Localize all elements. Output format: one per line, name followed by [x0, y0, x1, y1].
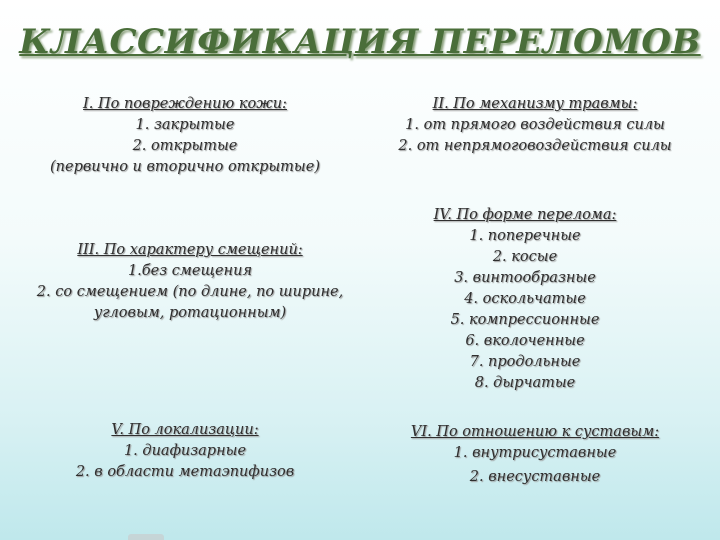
- section-heading: IV. По форме перелома:: [433, 207, 617, 223]
- list-item: 1. диафизарные: [123, 443, 247, 459]
- list-item: 2. косые: [492, 249, 558, 265]
- slide-title: КЛАССИФИКАЦИЯ ПЕРЕЛОМОВ: [19, 22, 701, 62]
- section-localization: [20, 420, 350, 483]
- list-item: 8. дырчатые: [474, 375, 576, 391]
- list-item: 2. от непрямоговоздействия силы: [398, 138, 672, 154]
- section-fracture-shape: [370, 205, 680, 394]
- list-item: 2. со смещением (по длине, по ширине,: [36, 284, 344, 300]
- list-item: 2. внесуставные: [469, 469, 601, 485]
- list-item: 1.без смещения: [127, 263, 253, 279]
- list-item: 6. вколоченные: [465, 333, 585, 349]
- list-item: 1. от прямого воздействия силы: [405, 117, 665, 133]
- section-heading: VI. По отношению к суставым:: [410, 424, 660, 440]
- list-item: (первично и вторично открытые): [50, 159, 320, 175]
- section-skin-damage: [20, 94, 350, 178]
- section-heading: II. По механизму травмы:: [432, 96, 638, 112]
- section-heading: I. По повреждению кожи:: [83, 96, 287, 112]
- list-item: 2. открытые: [132, 138, 238, 154]
- list-item: 2. в области метаэпифизов: [75, 464, 295, 480]
- list-item: угловым, ротационным): [93, 305, 287, 321]
- section-heading: III. По характеру смещений:: [77, 242, 303, 258]
- list-item: 1. поперечные: [469, 228, 581, 244]
- list-item: 7. продольные: [469, 354, 581, 370]
- list-item: 3. винтообразные: [454, 270, 596, 286]
- list-item: 4. оскольчатые: [464, 291, 586, 307]
- section-joint-relation: [370, 422, 700, 488]
- section-displacement: [20, 240, 360, 324]
- list-item: 1. внутрисуставные: [453, 445, 617, 461]
- section-heading: V. По локализации:: [111, 422, 259, 438]
- decorative-mark: [128, 534, 164, 540]
- list-item: 5. компрессионные: [450, 312, 600, 328]
- list-item: 1. закрытые: [135, 117, 235, 133]
- section-trauma-mechanism: [370, 94, 700, 157]
